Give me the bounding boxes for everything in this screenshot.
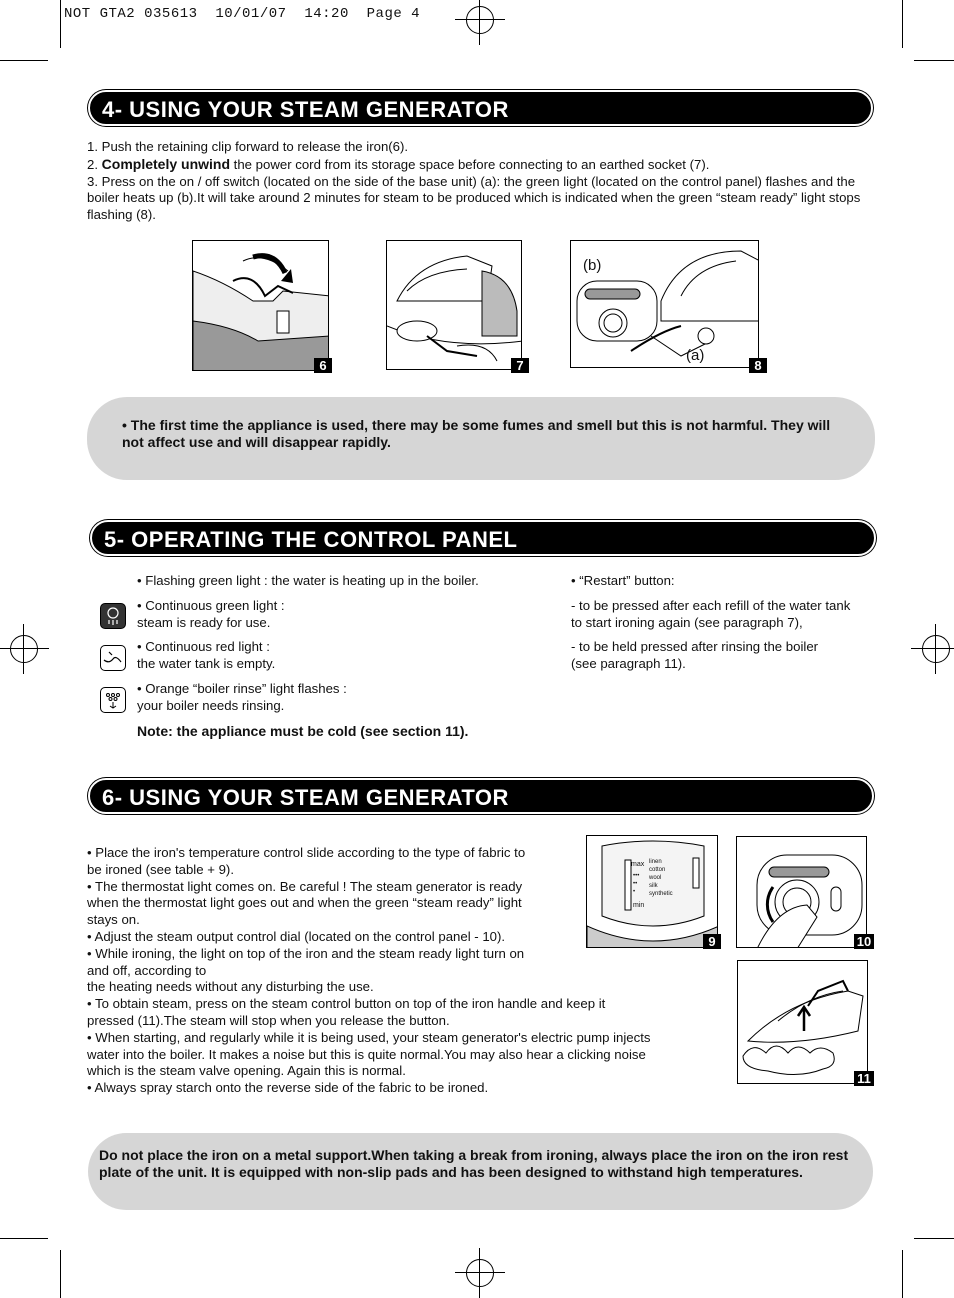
body-line: • Place the iron's temperature control slide according to the type of fabric to bbox=[87, 845, 526, 860]
flashing-green-text: • Flashing green light : the water is heating up in the boiler. bbox=[137, 573, 479, 588]
fig9-synthetic: synthetic bbox=[649, 891, 673, 897]
crop-mark bbox=[902, 1250, 903, 1298]
step-3: 3. Press on the on / off switch (located on the side of the base unit) (a): the green light (located on the control panel) flashes and the boiler heats up (b).It will take around 2 minutes for steam to be produced which is indicated when the green “steam ready” light stops flashing (8). bbox=[87, 173, 861, 223]
registration-mark bbox=[922, 635, 950, 663]
body-line: • Always spray starch onto the reverse side of the fabric to be ironed. bbox=[87, 1080, 489, 1096]
figure-8-label-a: (a) bbox=[686, 347, 705, 364]
figure-10 bbox=[736, 836, 867, 948]
crop-mark bbox=[902, 0, 903, 48]
steam-ready-icon bbox=[100, 603, 126, 629]
fig9-max: max bbox=[631, 861, 645, 868]
section4-steps bbox=[87, 139, 862, 224]
fig9-dots2: •• bbox=[633, 881, 638, 887]
figure-8 bbox=[570, 240, 759, 368]
body-line: pressed (11).The steam will stop when you release the button. bbox=[87, 1012, 450, 1028]
body-line: stays on. bbox=[87, 912, 140, 928]
figure-9 bbox=[586, 835, 718, 948]
figure-9-number: 9 bbox=[703, 934, 721, 949]
steam-dial-illustration bbox=[737, 837, 867, 948]
section4-note: • The first time the appliance is used, there may be some fumes and smell but this is not harmful. They will not affect use and will disappear rapidly. bbox=[87, 397, 875, 480]
body-line: • To obtain steam, press on the steam control button on top of the iron handle and keep it bbox=[87, 996, 606, 1012]
water-tank-empty-icon bbox=[100, 645, 126, 671]
fig9-cotton: cotton bbox=[649, 867, 666, 873]
body-line: and off, according to bbox=[87, 962, 207, 978]
figure-8-number: 8 bbox=[749, 358, 767, 373]
steam-button-illustration bbox=[738, 961, 868, 1084]
body-line: when the thermostat light goes out and when the green “steam ready” light bbox=[87, 895, 522, 911]
figure-8-label-b: (b) bbox=[583, 257, 602, 274]
section5-right bbox=[571, 573, 881, 673]
section5-note: Note: the appliance must be cold (see section 11). bbox=[137, 722, 469, 739]
section5-title: 5- OPERATING THE CONTROL PANEL bbox=[90, 520, 876, 556]
body-line: water into the boiler. It makes a noise but this is quite normal.You may also hear a clicking noise bbox=[87, 1046, 646, 1062]
section4-title: 4- USING YOUR STEAM GENERATOR bbox=[88, 90, 873, 126]
body-line: • While ironing, the light on top of the iron and the steam ready light turn on bbox=[87, 945, 525, 961]
restart-item2-line1: - to be held pressed after rinsing the boiler bbox=[571, 639, 819, 655]
section5-left bbox=[137, 573, 537, 739]
crop-mark bbox=[914, 1238, 954, 1239]
orange-light-line2: your boiler needs rinsing. bbox=[137, 697, 285, 713]
restart-item1-line1: - to be pressed after each refill of the water tank bbox=[571, 597, 851, 613]
print-header: NOT GTA2 035613 10/01/07 14:20 Page 4 bbox=[64, 6, 421, 22]
fig9-min: min bbox=[633, 902, 645, 909]
figure-7-number: 7 bbox=[511, 358, 529, 373]
registration-mark bbox=[466, 6, 494, 34]
retaining-clip-illustration bbox=[193, 241, 329, 371]
section6-note: Do not place the iron on a metal support.When taking a break from ironing, always place the iron on the iron rest plate of the unit. It is equipped with non-slip pads and has been designed to withstand high temperatures. bbox=[88, 1133, 873, 1210]
fig9-linen: linen bbox=[649, 859, 662, 865]
registration-mark bbox=[10, 635, 38, 663]
step-2-bold: Completely unwind bbox=[101, 155, 231, 172]
boiler-rinse-icon bbox=[100, 687, 126, 713]
fig9-wool: wool bbox=[649, 875, 662, 881]
figure-11-number: 11 bbox=[854, 1071, 874, 1086]
restart-item2-line2: (see paragraph 11). bbox=[571, 656, 686, 672]
green-light-line1: • Continuous green light : bbox=[137, 597, 285, 613]
figure-11 bbox=[737, 960, 868, 1084]
figure-6 bbox=[192, 240, 329, 371]
green-light-line2: steam is ready for use. bbox=[137, 614, 271, 630]
figure-10-number: 10 bbox=[854, 934, 874, 949]
crop-mark bbox=[60, 1250, 61, 1298]
body-line: • The thermostat light comes on. Be careful ! The steam generator is ready bbox=[87, 878, 523, 894]
crop-mark bbox=[914, 60, 954, 61]
crop-mark bbox=[60, 0, 61, 48]
step-2: 2. Completely unwind the power cord from its storage space before connecting to an earthed socket (7). bbox=[87, 155, 710, 172]
crop-mark bbox=[0, 60, 48, 61]
body-line: which is the steam valve opening. Again this is normal. bbox=[87, 1063, 406, 1079]
section6-title: 6- USING YOUR STEAM GENERATOR bbox=[88, 778, 874, 814]
body-line: the heating needs without any disturbing the use. bbox=[87, 979, 374, 995]
body-line: be ironed (see table + 9). bbox=[87, 861, 234, 877]
figure-7 bbox=[386, 240, 522, 370]
fig9-dots1: • bbox=[633, 889, 636, 895]
body-line: • When starting, and regularly while it is being used, your steam generator's electric pump injects bbox=[87, 1029, 651, 1045]
red-light-line1: • Continuous red light : bbox=[137, 639, 270, 655]
red-light-line2: the water tank is empty. bbox=[137, 656, 276, 672]
step-1: 1. Push the retaining clip forward to release the iron(6). bbox=[87, 139, 409, 154]
figure-6-number: 6 bbox=[314, 358, 332, 373]
orange-light-line1: • Orange “boiler rinse” light flashes : bbox=[137, 680, 347, 696]
unwind-cord-illustration bbox=[387, 241, 522, 370]
registration-mark bbox=[466, 1259, 494, 1287]
fig9-silk: silk bbox=[649, 883, 658, 889]
restart-button-text: • “Restart” button: bbox=[571, 573, 675, 588]
body-line: • Adjust the steam output control dial (located on the control panel - 10). bbox=[87, 928, 506, 944]
fig9-dots3: ••• bbox=[633, 873, 640, 879]
restart-item1-line2: to start ironing again (see paragraph 7), bbox=[571, 614, 803, 630]
crop-mark bbox=[0, 1238, 48, 1239]
